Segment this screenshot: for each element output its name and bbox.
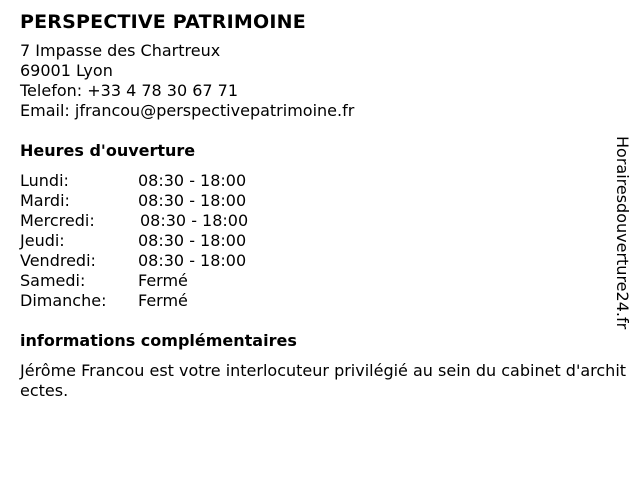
hours-time: Fermé — [138, 291, 188, 310]
address-city: 69001 Lyon — [20, 61, 113, 80]
hours-row-wednesday — [20, 211, 620, 231]
hours-row-thursday — [20, 231, 620, 251]
hours-day: Jeudi: — [20, 231, 65, 250]
email-address: Email: jfrancou@perspectivepatrimoine.fr — [20, 101, 355, 120]
hours-time: 08:30 - 18:00 — [138, 191, 247, 210]
hours-day: Mardi: — [20, 191, 70, 210]
additional-info-text: Jérôme Francou est votre interlocuteur privilégié au sein du cabinet d'architectes. — [20, 361, 627, 400]
hours-time: 08:30 - 18:00 — [138, 171, 247, 190]
hours-day: Dimanche: — [20, 291, 107, 310]
company-name: PERSPECTIVE PATRIMOINE — [20, 11, 306, 33]
phone-number: Telefon: +33 4 78 30 67 71 — [20, 81, 239, 100]
opening-hours-title: Heures d'ouverture — [20, 141, 196, 160]
hours-time: 08:30 - 18:00 — [140, 211, 249, 230]
additional-info-title: informations complémentaires — [20, 331, 297, 350]
hours-row-friday — [20, 251, 620, 271]
hours-day: Lundi: — [20, 171, 69, 190]
hours-day: Vendredi: — [20, 251, 96, 270]
hours-time: 08:30 - 18:00 — [138, 231, 247, 250]
hours-time: Fermé — [138, 271, 188, 290]
hours-row-tuesday — [20, 191, 620, 211]
opening-hours-table — [20, 171, 620, 311]
hours-time: 08:30 - 18:00 — [138, 251, 247, 270]
address-street: 7 Impasse des Chartreux — [20, 41, 221, 60]
hours-row-saturday — [20, 271, 620, 291]
hours-day: Samedi: — [20, 271, 86, 290]
hours-day: Mercredi: — [20, 211, 95, 230]
hours-row-monday — [20, 171, 620, 191]
site-watermark: Horairesdouverture24.fr — [613, 136, 632, 330]
hours-row-sunday — [20, 291, 620, 311]
